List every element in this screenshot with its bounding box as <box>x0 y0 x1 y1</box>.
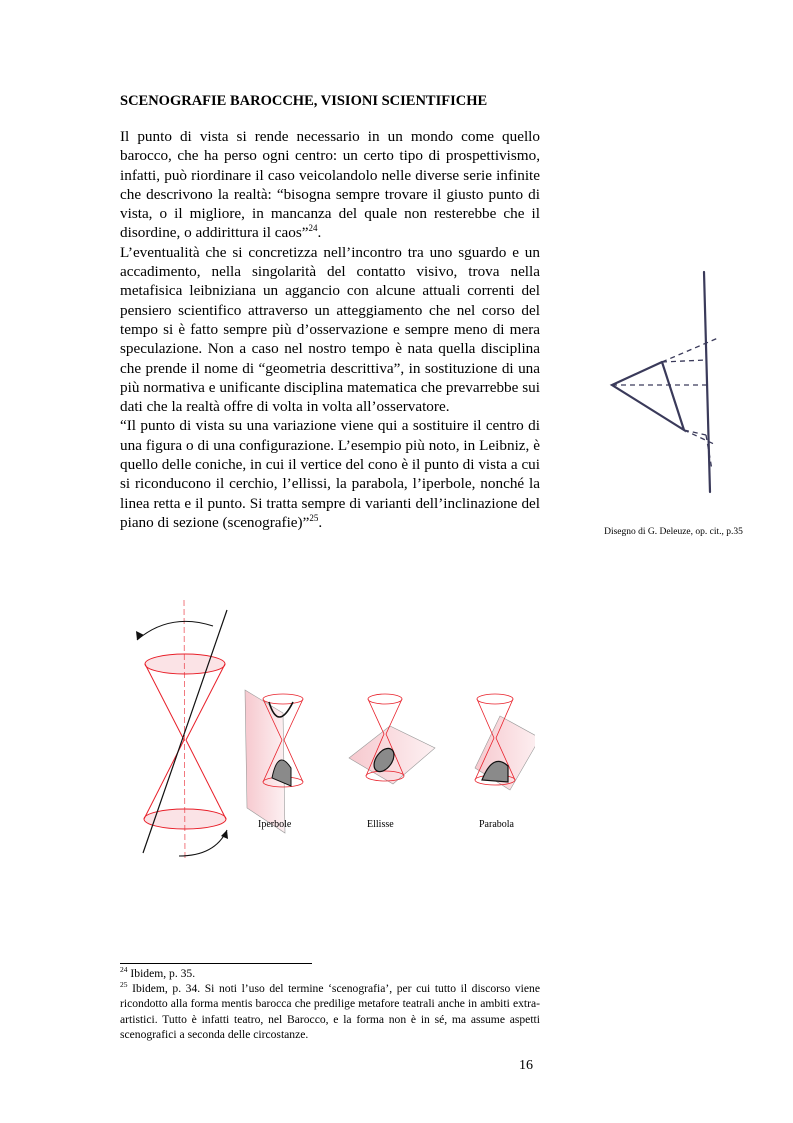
sketch-vertical-line <box>704 272 710 492</box>
ellipse-diagram <box>349 694 435 784</box>
label-ellisse: Ellisse <box>367 819 394 830</box>
body-text <box>120 127 540 532</box>
section-heading: SCENOGRAFIE BAROCCHE, VISIONI SCIENTIFICHE <box>120 93 488 109</box>
parabola-diagram <box>475 694 535 790</box>
hyperbola-diagram <box>245 690 303 833</box>
footnote-24: $^{24}$ Ibidem, p. 35. <box>120 965 196 980</box>
footnote-ref-24[interactable]: 24 <box>308 223 318 234</box>
paragraph-3: “Il punto di vista su una variazione viene qui a sostituire il centro di una figura o di una configurazione. L’esempio più noto, in Leibniz, è quello delle coniche, in cui il vertice del cono è il punto di vista a cui si riconducono il cerchio, l’ellissi, la parabola, l’iperbole, nonché la linea retta e il punto. Si tratta sempre di varianti dell’inclinazione del piano di sezione (scenografie)”$^{25}$. <box>120 417 540 531</box>
deleuze-sketch <box>600 270 740 500</box>
label-iperbole: Iperbole <box>258 819 292 830</box>
footnotes <box>120 966 540 1042</box>
label-parabola: Parabola <box>479 819 514 830</box>
paragraph-1: Il punto di vista si rende necessario in un mondo come quello barocco, che ha perso ogni centro: un certo tipo di prospettivismo, infatti, può riordinare il caso veicolandolo nelle diverse serie infinite che descrivono la realtà: “bisogna sempre trovare il giusto punto di vista, o il migliore, in mancanza del quale non resterebbe che il disordine, o addirittura il caos”$^{24}$. <box>120 128 540 242</box>
figure-caption: Disegno di G. Deleuze, op. cit., p.35 <box>604 527 743 537</box>
page-number: 16 <box>519 1058 533 1073</box>
footnote-ref-25[interactable]: 25 <box>309 512 319 523</box>
conic-sections-figure <box>115 598 535 868</box>
footnote-25: $^{25}$ Ibidem, p. 34. Si noti l’uso del termine ‘scenografia’, per cui tutto il discorso viene ricondotto alla forma mentis barocca che predilige metafore teatrali anche in ambiti extra-artistici. Tutto è infatti teatro, nel Barocco, e la forma non è in sé, ma assume aspetti scenografici a seconda delle circostanze. <box>120 980 540 1041</box>
sketch-triangle <box>612 362 684 430</box>
footnote-divider <box>120 963 312 964</box>
paragraph-2: L’eventualità che si concretizza nell’incontro tra uno sguardo e un accadimento, nella singolarità del contatto visivo, trova nella metafisica leibniziana un aggancio con alcune attuali correnti del pensiero scientifico attraverso un atteggiamento che nel corso del tempo si è fatto sempre più d’osservazione e sempre meno di mera speculazione. Non a caso nel nostro tempo è nata quella disciplina che prende il nome di “geometria descrittiva”, in sostituzione di una più normativa e unificante disciplina matematica che prevarrebbe sui dati che la realtà offre di volta in volta all’osservatore. <box>120 243 540 416</box>
